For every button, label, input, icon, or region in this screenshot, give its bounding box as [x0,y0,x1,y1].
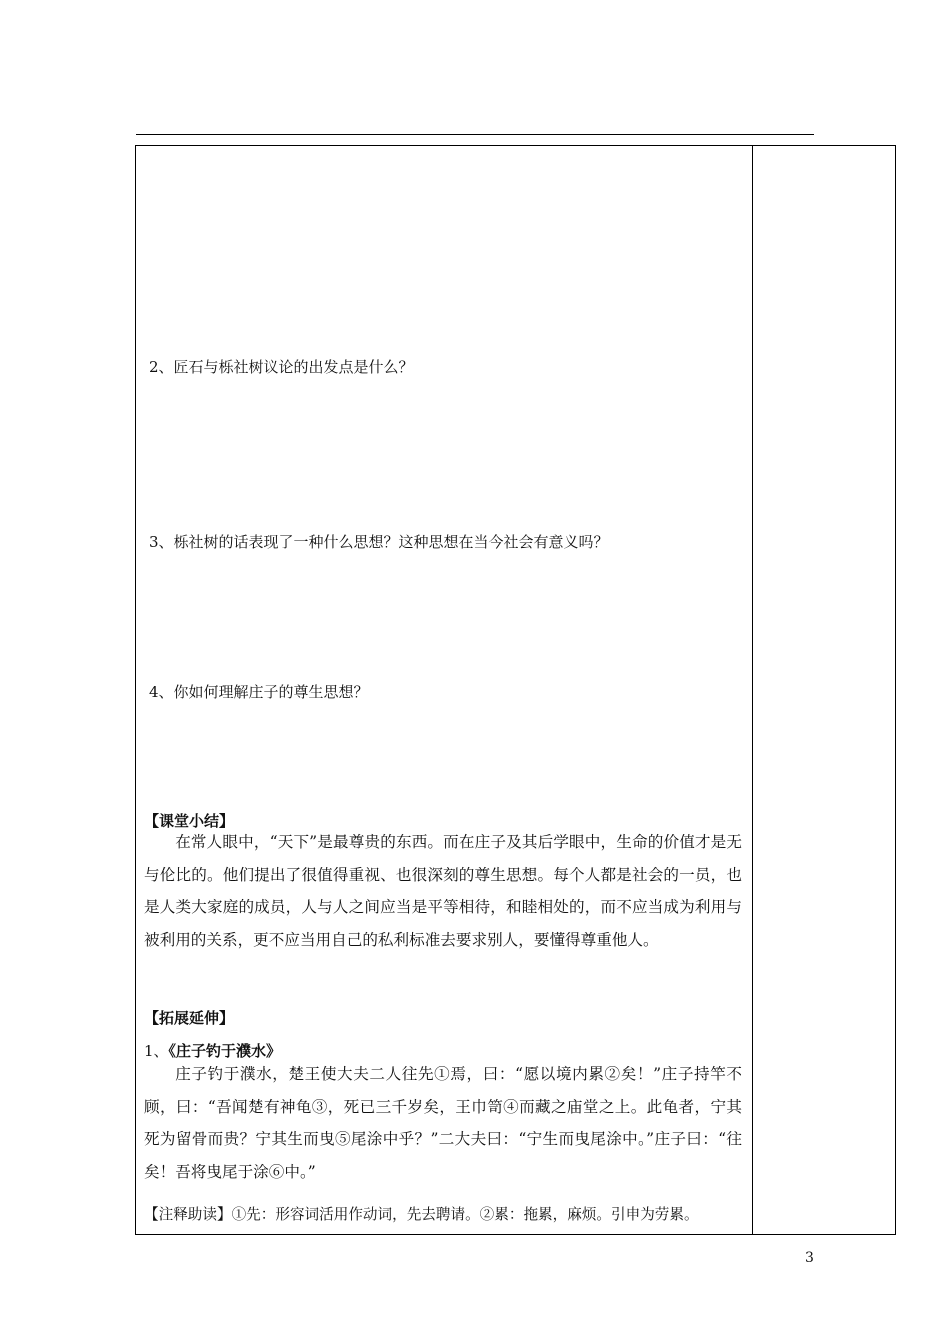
content-cell [136,146,752,1234]
annotation-note: 【注释助读】①先：形容词活用作动词，先去聘请。②累：拖累，麻烦。引申为劳累。 [144,1206,699,1223]
column-divider [752,146,753,1234]
question-2: 2、匠石与栎社树议论的出发点是什么？ [149,358,414,376]
extension-subtitle-title: 《庄子钓于濮水》 [168,1042,282,1060]
summary-heading: 【课堂小结】 [144,812,235,830]
extension-heading: 【拓展延伸】 [144,1009,235,1027]
extension-subtitle-number: 1、 [144,1042,169,1060]
question-4: 4、你如何理解庄子的尊生思想？ [149,683,369,701]
lesson-table [135,145,896,1235]
page-number: 3 [805,1250,814,1266]
header-rule [136,134,814,135]
extension-paragraph: 庄子钓于濮水，楚王使大夫二人往先①焉，曰：“愿以境内累②矣！”庄子持竿不顾，曰：“吾闻楚有神龟③，死已三千岁矣，王巾笥④而藏之庙堂之上。此龟者，宁其死为留骨而贵？宁其生而曳⑤尾涂中乎？”二大夫曰：“宁生而曳尾涂中。”庄子曰：“往矣！吾将曳尾于涂⑥中。” [144,1065,742,1181]
summary-paragraph: 在常人眼中，“天下”是最尊贵的东西。而在庄子及其后学眼中，生命的价值才是无与伦比的。他们提出了很值得重视、也很深刻的尊生思想。每个人都是社会的一员，也是人类大家庭的成员，人与人之间应当是平等相待，和睦相处的，而不应当成为利用与被利用的关系，更不应当用自己的私利标准去要求别人，要懂得尊重他人。 [144,833,742,949]
question-3: 3、栎社树的话表现了一种什么思想？这种思想在当今社会有意义吗？ [149,533,609,551]
